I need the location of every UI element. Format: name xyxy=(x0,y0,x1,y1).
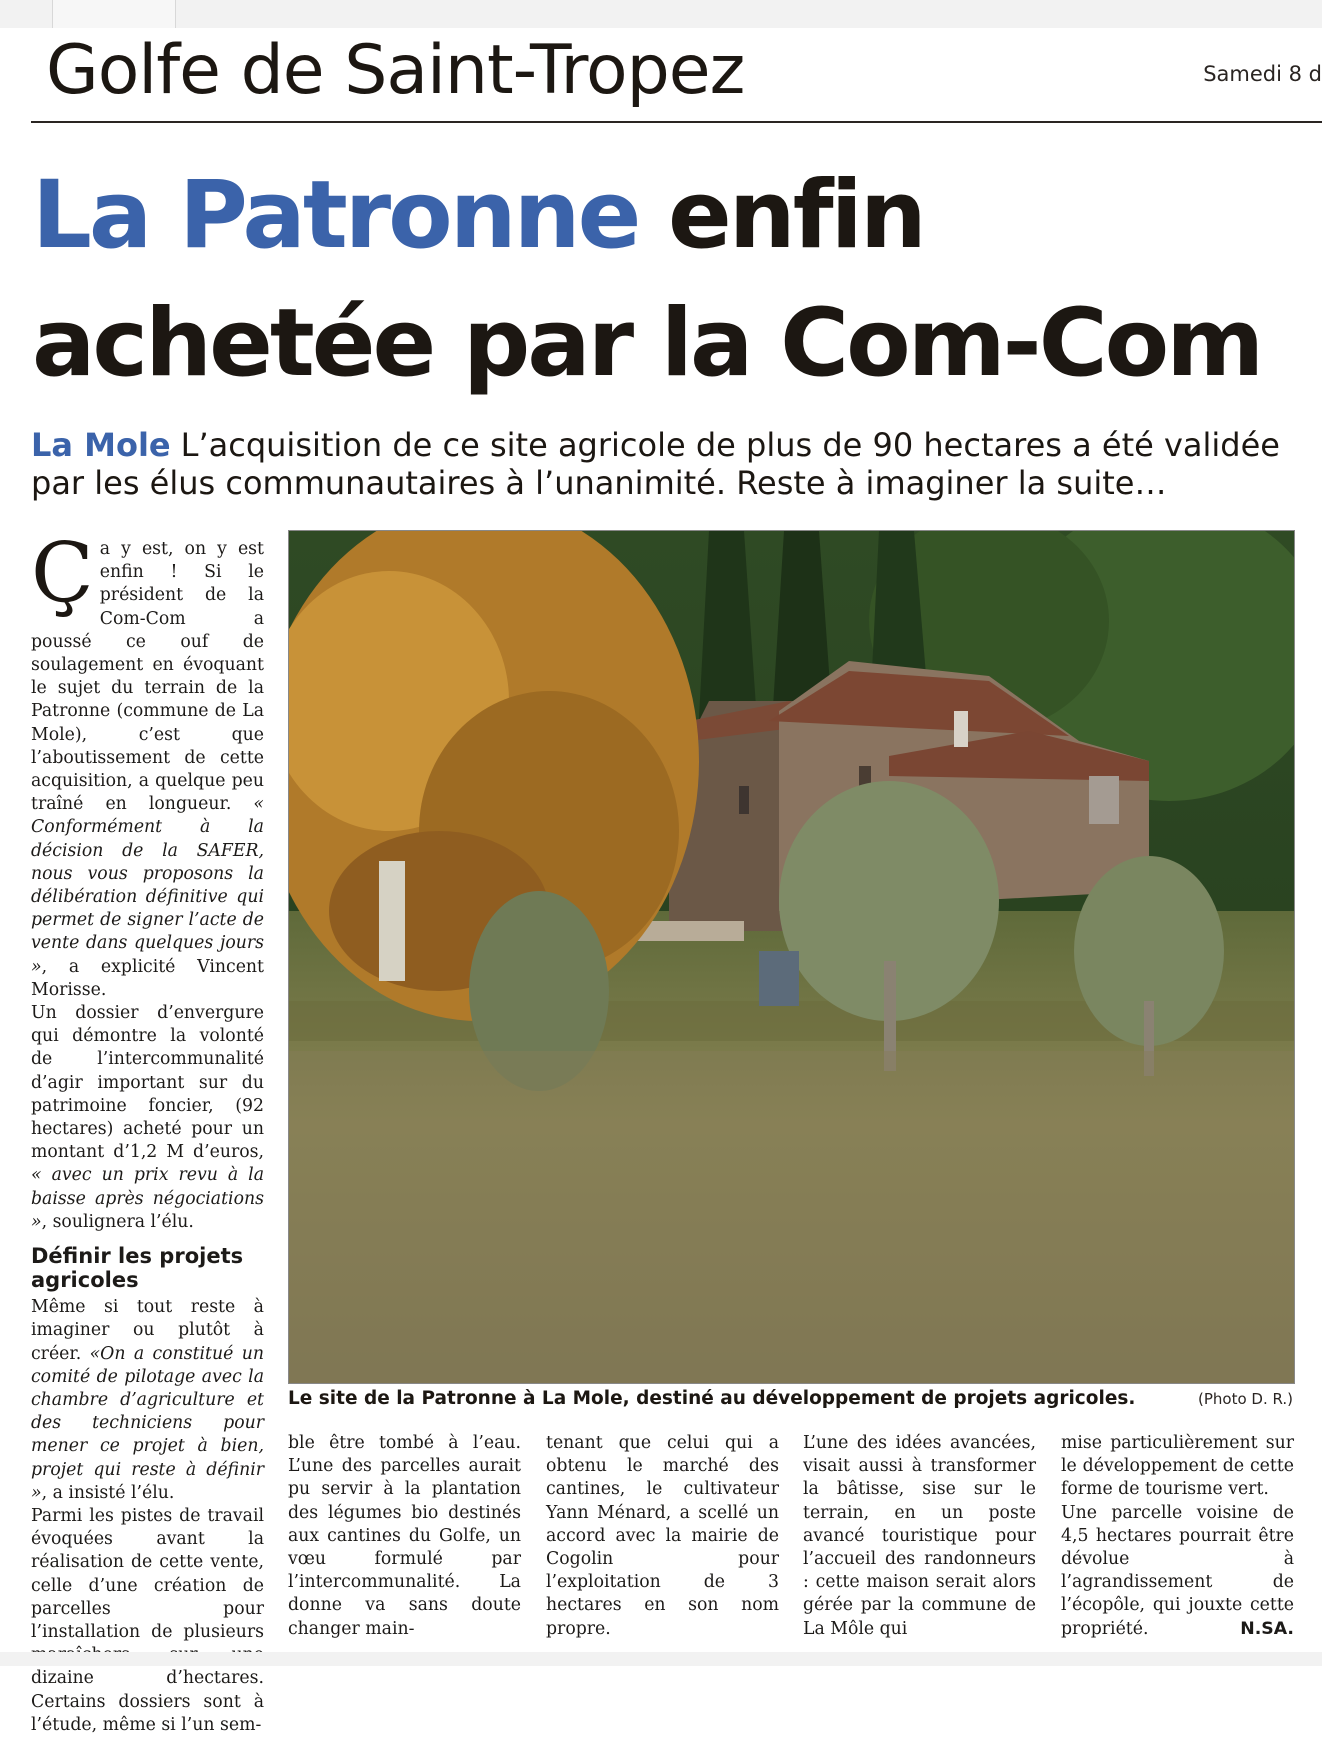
section-title: Golfe de Saint-Tropez xyxy=(46,31,745,110)
author-signature: N.SA. xyxy=(1240,1618,1294,1639)
photo-caption xyxy=(288,1388,1293,1416)
article-column-3 xyxy=(546,1432,779,1641)
article-column-5 xyxy=(1061,1432,1294,1641)
p2-text: Un dossier d’envergure qui démontre la volonté de l’intercommunalité d’agir important sur du patrimoine foncier, (92 hectares) acheté pour un montant d’1,2 M d’euros, xyxy=(31,1003,264,1163)
tab-shape xyxy=(52,0,176,28)
subheading: Définir les projets agricoles xyxy=(31,1244,244,1293)
paragraph-3 xyxy=(31,1296,264,1505)
p1-quote: « Conformément à la décision de la SAFER, nous vous proposons la délibération définitive qui permet de signer l’acte de vente dans quelques jours » xyxy=(31,794,264,977)
farmhouse-landscape-illustration xyxy=(289,531,1294,1383)
p2-quote: « avec un prix revu à la baisse après négociations » xyxy=(31,1165,264,1232)
p3-end: , a insisté l’élu. xyxy=(41,1482,175,1503)
column-5-paragraph-1: mise particulièrement sur le développement de cette forme de tourisme vert. xyxy=(1061,1433,1294,1500)
p2-end: , soulignera l’élu. xyxy=(41,1211,194,1232)
drop-cap: Ç xyxy=(31,526,94,621)
paragraph-2 xyxy=(31,1002,264,1234)
column-4-text: L’une des idées avancées, visait aussi à transformer la bâtisse, sise sur le terrain, en un poste avancé touristique pour l’accueil des randonneurs : cette maison serait alors gérée par la commune de La Môle qui xyxy=(803,1433,1036,1639)
standfirst xyxy=(31,426,1301,502)
headline xyxy=(32,152,1322,408)
browser-top-strip xyxy=(0,0,1322,28)
column-5-paragraph-2 xyxy=(1061,1502,1294,1641)
photo-credit: (Photo D. R.) xyxy=(1197,1390,1293,1408)
p3-quote: «On a constitué un comité de pilotage avec la chambre d’agriculture et des techniciens pour mener ce projet à bien, projet qui reste à définir » xyxy=(31,1343,264,1503)
header-rule xyxy=(31,121,1322,123)
p1-end: , a explicité Vincent Morisse. xyxy=(31,956,264,1000)
article-column-4 xyxy=(803,1432,1036,1641)
standfirst-text: L’acquisition de ce site agricole de plus de 90 hectares a été validée par les élus communautaires à l’unanimité. Reste à imaginer la suite… xyxy=(31,426,1280,502)
headline-line2: achetée par la Com-Com xyxy=(32,289,1262,398)
headline-line1-rest: enfin xyxy=(638,161,924,270)
paragraph-4: Parmi les pistes de travail évoquées avant la réalisation de cette vente, celle d’une création de parcelles pour l’installation de plusieurs dizaine d’hectares. Certains dossiers sont à l’étude, même si l’un sem- xyxy=(31,1505,264,1735)
article-column-1 xyxy=(31,526,264,1737)
paragraph-1 xyxy=(31,526,264,1002)
column-2-text: ble être tombé à l’eau. L’une des parcelles aurait pu servir à la plantation des légumes bio destinés aux cantines du Golfe, un vœu formulé par l’intercommunalité. La donne va sans doute changer main- xyxy=(288,1433,521,1639)
p3-text: Même si tout reste à imaginer ou plutôt à créer. xyxy=(31,1297,264,1364)
issue-date: Samedi 8 d xyxy=(1203,62,1322,86)
p1-text: a y est, on y est enfin ! Si le président de la Com-Com a poussé ce ouf de soulagement en évoquant le sujet du terrain de la Patronne (commune de La Mole), c’est que l’aboutissement de cette acquisition, a quelque peu traîné en longueur. xyxy=(31,539,264,815)
headline-highlight: La Patronne xyxy=(32,161,639,270)
article-photo xyxy=(288,530,1295,1384)
column-3-text: tenant que celui qui a obtenu le marché des cantines, le cultivateur Yann Ménard, a scellé un accord avec la mairie de Cogolin pour l’exploitation de 3 hectares en son nom propre. xyxy=(546,1433,779,1639)
caption-text: Le site de la Patronne à La Mole, destiné au développement de projets agricoles. xyxy=(288,1388,1136,1409)
column-5-text: Une parcelle voisine de 4,5 hectares pourrait être dévolue à l’agrandissement de l’écopôle, qui jouxte cette propriété. xyxy=(1061,1502,1294,1639)
standfirst-place: La Mole xyxy=(31,426,171,464)
bottom-strip xyxy=(0,1652,1322,1666)
article-column-2 xyxy=(288,1432,521,1641)
